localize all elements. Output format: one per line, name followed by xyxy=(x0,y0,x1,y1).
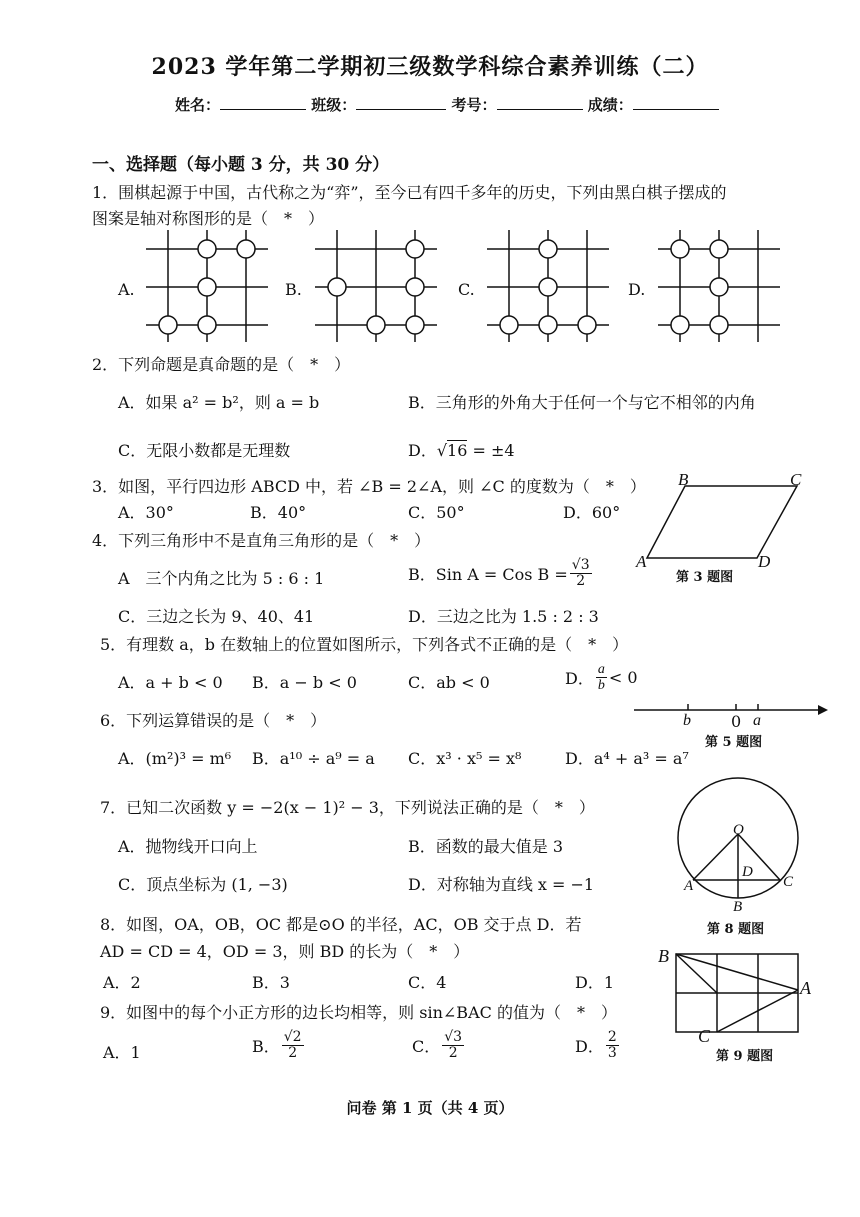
class-label: 班级： xyxy=(311,96,357,114)
student-info-line xyxy=(175,94,719,115)
q5-axis-a: a xyxy=(753,712,761,729)
q2-option-d-label: D． xyxy=(408,441,437,460)
q8-stem-line1: 8．如图，OA，OB，OC 都是⊙O 的半径，AC，OB 交于点 D．若 xyxy=(100,915,582,934)
q9-option-c-label: C． xyxy=(412,1037,441,1056)
q4-option-c: C．三边之长为 9、40、41 xyxy=(118,607,315,626)
q8-caption: 第 8 题图 xyxy=(707,922,765,937)
q3-vertex-a: A xyxy=(636,552,647,571)
q9-option-c-fraction xyxy=(442,1030,464,1061)
q2-option-d-radicand: 16 xyxy=(447,441,468,460)
section-heading: 一、选择题（每小题 3 分，共 30 分） xyxy=(92,155,390,175)
q8-point-a: A xyxy=(684,878,694,894)
q8-option-b: B．3 xyxy=(252,973,290,992)
q5-option-d-denominator: b xyxy=(597,678,605,693)
q1-go-board-a xyxy=(146,230,276,342)
q8-point-b: B xyxy=(733,899,743,915)
q4-option-b-denominator: 2 xyxy=(576,573,586,589)
q5-option-d-fraction xyxy=(596,662,607,693)
q1-go-board-d xyxy=(658,230,788,342)
q9-option-b-fraction xyxy=(282,1030,304,1061)
q6-option-a: A．(m²)³ = m⁶ xyxy=(118,749,232,768)
q5-option-d-numerator: a xyxy=(597,662,605,677)
q5-option-d-rest: < 0 xyxy=(608,668,638,687)
q8-stem-line2: AD = CD = 4，OD = 3，则 BD 的长为（ * ） xyxy=(100,942,470,961)
q3-vertex-b: B xyxy=(678,470,689,489)
q7-stem: 7．已知二次函数 y = −2(x − 1)² − 3，下列说法正确的是（ * ） xyxy=(100,798,595,817)
q8-option-a: A．2 xyxy=(103,973,141,992)
q9-option-b-denominator: 2 xyxy=(288,1045,298,1061)
q9-point-a: A xyxy=(800,978,811,998)
q3-caption: 第 3 题图 xyxy=(676,570,734,585)
q8-option-d: D．1 xyxy=(575,973,615,992)
q5-option-d-label: D． xyxy=(565,669,594,688)
q6-option-d: D．a⁴ + a³ = a⁷ xyxy=(565,749,689,768)
q3-option-b: B．40° xyxy=(250,503,307,522)
q7-option-a: A．抛物线开口向上 xyxy=(118,837,258,856)
q9-option-d-fraction xyxy=(606,1030,619,1061)
q5-stem: 5．有理数 a，b 在数轴上的位置如图所示，下列各式不正确的是（ * ） xyxy=(100,635,629,654)
q2-option-d-rest: = ±4 xyxy=(472,441,515,460)
q2-option-c: C．无限小数都是无理数 xyxy=(118,441,291,460)
q9-option-a: A．1 xyxy=(103,1043,141,1062)
q9-point-b: B xyxy=(658,946,669,966)
q3-option-a: A．30° xyxy=(118,503,174,522)
q4-option-b xyxy=(408,558,594,589)
page-title: 2023 学年第二学期初三级数学科综合素养训练（二） xyxy=(151,54,709,80)
q3-option-d: D．60° xyxy=(563,503,621,522)
page-footer: 问卷 第 1 页（共 4 页） xyxy=(346,1099,514,1117)
q5-option-a: A．a + b < 0 xyxy=(118,673,223,692)
q9-option-d-denominator: 3 xyxy=(607,1045,617,1061)
name-blank xyxy=(220,95,306,110)
q1-go-board-c xyxy=(487,230,617,342)
q5-axis-zero: 0 xyxy=(731,712,742,731)
q3-option-c: C．50° xyxy=(408,503,465,522)
q4-option-a: A 三个内角之比为 5 : 6 : 1 xyxy=(118,569,325,588)
q4-option-b-text: B．Sin A = Cos B = xyxy=(408,565,568,584)
q9-option-b-numerator: √2 xyxy=(283,1029,302,1045)
q1-label-c: C. xyxy=(458,280,475,299)
q9-option-b-label: B． xyxy=(252,1037,280,1056)
q1-label-d: D. xyxy=(628,280,646,299)
q2-option-a: A．如果 a² = b²，则 a = b xyxy=(118,393,320,412)
q9-option-c xyxy=(412,1030,466,1061)
score-label: 成绩： xyxy=(587,96,633,114)
exam-no-blank xyxy=(497,95,583,110)
q9-grid-figure xyxy=(672,948,812,1038)
q6-option-c: C．x³ · x⁵ = x⁸ xyxy=(408,749,522,768)
q9-caption: 第 9 题图 xyxy=(716,1049,774,1064)
q1-label-b: B. xyxy=(285,280,302,299)
q5-axis-b: b xyxy=(683,712,691,729)
q2-stem: 2．下列命题是真命题的是（ * ） xyxy=(92,355,351,374)
q1-label-a: A. xyxy=(118,280,135,299)
sqrt-symbol: √ xyxy=(436,441,448,460)
q8-point-o: O xyxy=(733,822,744,838)
exam-no-label: 考号： xyxy=(451,96,497,114)
q9-option-d-label: D． xyxy=(575,1037,604,1056)
q1-go-board-b xyxy=(315,230,445,342)
q9-option-c-denominator: 2 xyxy=(448,1045,458,1061)
q3-stem: 3．如图，平行四边形 ABCD 中，若 ∠B = 2∠A，则 ∠C 的度数为（ * ） xyxy=(92,477,646,496)
q6-stem: 6．下列运算错误的是（ * ） xyxy=(100,711,327,730)
class-blank xyxy=(356,95,446,110)
q1-stem-line2: 图案是轴对称图形的是（ * ） xyxy=(92,209,325,228)
q3-vertex-c: C xyxy=(790,470,802,489)
q4-stem: 4．下列三角形中不是直角三角形的是（ * ） xyxy=(92,531,431,550)
q9-option-b xyxy=(252,1030,306,1061)
q9-option-d-numerator: 2 xyxy=(607,1029,617,1045)
q5-option-c: C．ab < 0 xyxy=(408,673,490,692)
q9-stem: 9．如图中的每个小正方形的边长均相等，则 sin∠BAC 的值为（ * ） xyxy=(100,1003,617,1022)
score-blank xyxy=(633,95,719,110)
q8-point-c: C xyxy=(783,874,794,890)
name-label: 姓名： xyxy=(175,96,221,114)
q8-point-d: D xyxy=(742,864,753,880)
q4-option-d: D．三边之比为 1.5 : 2 : 3 xyxy=(408,607,599,626)
q5-option-b: B．a − b < 0 xyxy=(252,673,357,692)
q4-option-b-numerator: √3 xyxy=(571,557,590,573)
q4-option-b-fraction xyxy=(570,558,592,589)
q3-vertex-d: D xyxy=(758,552,771,571)
q9-option-d xyxy=(575,1030,621,1061)
q2-option-d xyxy=(408,438,515,461)
q3-parallelogram-figure xyxy=(635,470,815,580)
q7-option-b: B．函数的最大值是 3 xyxy=(408,837,564,856)
q5-option-d xyxy=(565,662,638,693)
q2-option-b: B．三角形的外角大于任何一个与它不相邻的内角 xyxy=(408,393,756,412)
q7-option-c: C．顶点坐标为 (1, −3) xyxy=(118,875,288,894)
q6-option-b: B．a¹⁰ ÷ a⁹ = a xyxy=(252,749,375,768)
q8-option-c: C．4 xyxy=(408,973,447,992)
q9-point-c: C xyxy=(698,1026,711,1046)
q5-caption: 第 5 题图 xyxy=(705,735,763,750)
q7-option-d: D．对称轴为直线 x = −1 xyxy=(408,875,595,894)
q1-stem-line1: 1．围棋起源于中国，古代称之为“弈”，至今已有四千多年的历史，下列由黑白棋子摆成的 xyxy=(92,183,727,202)
q9-option-c-numerator: √3 xyxy=(444,1029,463,1045)
